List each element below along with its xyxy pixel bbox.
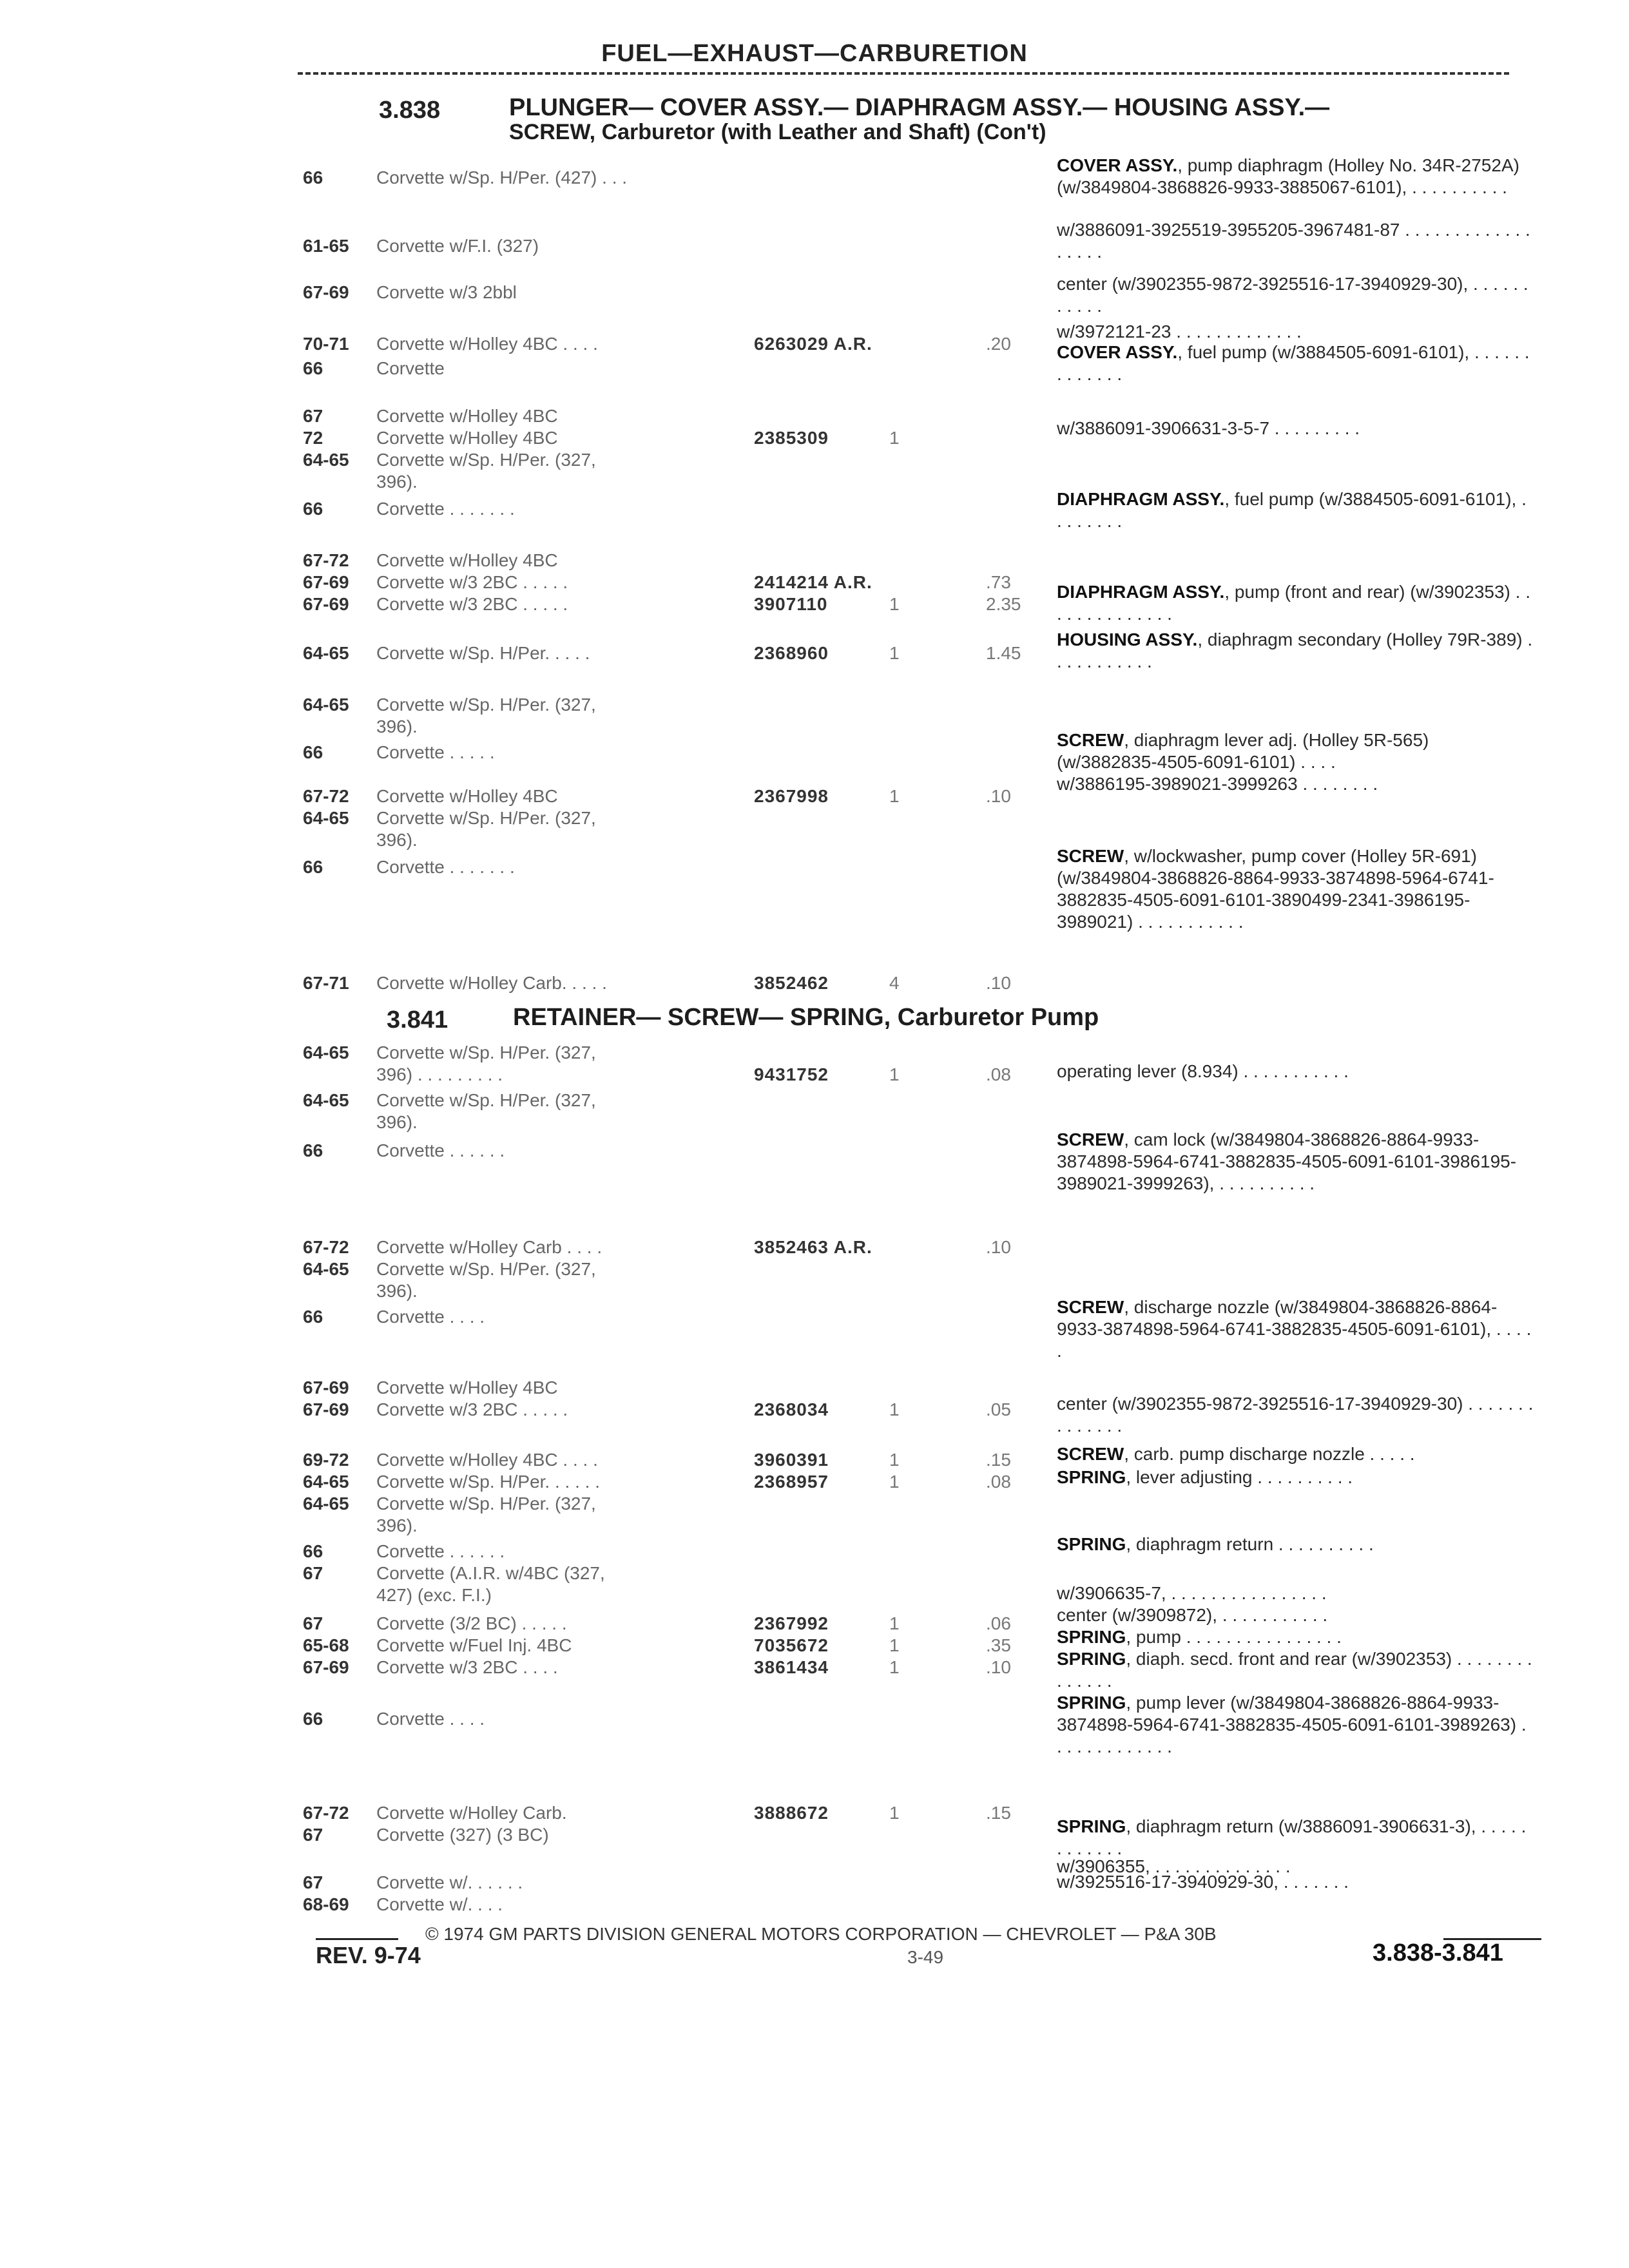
application-cell: Corvette . . . . . xyxy=(376,742,495,762)
part-description xyxy=(1057,1296,1534,1362)
year-cell: 64-65 xyxy=(303,1090,349,1110)
part-description xyxy=(1057,155,1534,198)
price-cell: .08 xyxy=(986,1064,1011,1084)
year-cell: 67-72 xyxy=(303,550,349,570)
application-cell: Corvette . . . . . . . xyxy=(376,499,515,519)
quantity-cell: 1 xyxy=(889,1803,900,1823)
year-cell: 67-72 xyxy=(303,1803,349,1823)
application-cell: Corvette . . . . . . xyxy=(376,1541,505,1561)
part-description xyxy=(1057,1604,1534,1626)
part-description xyxy=(1057,773,1534,795)
part-number-cell: 2414214 A.R. xyxy=(754,572,872,592)
quantity-cell: 1 xyxy=(889,1635,900,1655)
table-row xyxy=(0,642,1057,668)
part-description xyxy=(1057,1626,1534,1648)
price-cell: .10 xyxy=(986,973,1011,993)
year-cell: 67-69 xyxy=(303,594,349,614)
year-cell: 67 xyxy=(303,1825,323,1845)
table-row xyxy=(0,357,1057,383)
part-description xyxy=(1057,1692,1534,1758)
quantity-cell: 1 xyxy=(889,1064,900,1084)
year-cell: 64-65 xyxy=(303,1043,349,1062)
table-row xyxy=(0,1111,1057,1137)
part-number-cell: 2367998 xyxy=(754,786,829,806)
part-detail: , diaph. secd. front and rear (w/3902353) . . . . . . . . . . . . . . xyxy=(1057,1649,1532,1691)
year-cell: 67-69 xyxy=(303,282,349,302)
part-number-cell: 2368960 xyxy=(754,643,829,663)
header-rule xyxy=(298,72,1509,75)
application-cell: Corvette . . . . . . xyxy=(376,1140,505,1160)
application-cell: 427) (exc. F.I.) xyxy=(376,1585,492,1605)
application-cell: Corvette w/Sp. H/Per. (427) . . . xyxy=(376,168,628,187)
price-cell: .35 xyxy=(986,1635,1011,1655)
part-detail: , diaphragm return (w/3886091-3906631-3), . . . . . . . . . . . . xyxy=(1057,1816,1527,1858)
part-name: SCREW xyxy=(1057,1297,1124,1317)
part-detail: , diaphragm lever adj. (Holley 5R-565) (w/3882835-4505-6091-6101) . . . . xyxy=(1057,730,1429,772)
year-cell: 66 xyxy=(303,499,323,519)
year-cell: 67-69 xyxy=(303,1399,349,1419)
part-description xyxy=(1057,341,1534,385)
year-cell: 67-72 xyxy=(303,1237,349,1257)
year-cell: 64-65 xyxy=(303,1259,349,1279)
table-row xyxy=(0,1823,1057,1849)
footer-rule xyxy=(316,1938,398,1940)
price-cell: .15 xyxy=(986,1450,1011,1470)
application-cell: Corvette w/3 2BC . . . . . xyxy=(376,594,568,614)
table-row xyxy=(0,1514,1057,1540)
table-row xyxy=(0,1707,1057,1733)
section-title: PLUNGER— COVER ASSY.— DIAPHRAGM ASSY.— HOUSING ASSY.— xyxy=(509,94,1330,121)
application-cell: Corvette . . . . . . . xyxy=(376,857,515,877)
part-detail: , w/lockwasher, pump cover (Holley 5R-691) (w/3849804-3868826-8864-9933-3874898-5964-6741-3882835-4505-6091-6101-3890499-2341-3986195-3989021) . . . . . . . . . . . xyxy=(1057,846,1494,932)
part-detail: w/3886091-3906631-3-5-7 . . . . . . . . . xyxy=(1057,418,1360,438)
part-number-cell: 3852462 xyxy=(754,973,829,993)
part-name: DIAPHRAGM ASSY. xyxy=(1057,489,1225,509)
part-description xyxy=(1057,273,1534,317)
table-row xyxy=(0,1656,1057,1682)
application-cell: Corvette w/Sp. H/Per. (327, xyxy=(376,808,596,828)
year-cell: 66 xyxy=(303,1307,323,1327)
price-cell: .08 xyxy=(986,1472,1011,1492)
part-number-cell: 3907110 xyxy=(754,594,828,614)
part-detail: , fuel pump (w/3884505-6091-6101), . . . . . . . . . . . . . xyxy=(1057,342,1530,384)
table-row xyxy=(0,281,1057,307)
year-cell: 64-65 xyxy=(303,808,349,828)
year-cell: 69-72 xyxy=(303,1450,349,1470)
price-cell: .10 xyxy=(986,1237,1011,1257)
table-row xyxy=(0,235,1057,260)
part-name: SPRING xyxy=(1057,1627,1126,1647)
part-number-cell: 2368034 xyxy=(754,1399,829,1419)
section-subtitle: SCREW, Carburetor (with Leather and Shaft) (Con't) xyxy=(509,120,1046,144)
part-description xyxy=(1057,729,1534,773)
application-cell: Corvette w/Sp. H/Per. (327, xyxy=(376,1494,596,1514)
table-row xyxy=(0,972,1057,997)
year-cell: 67-69 xyxy=(303,572,349,592)
table-row xyxy=(0,497,1057,523)
application-cell: Corvette . . . . xyxy=(376,1307,485,1327)
part-name: DIAPHRAGM ASSY. xyxy=(1057,582,1225,602)
part-detail: , carb. pump discharge nozzle . . . . . xyxy=(1124,1444,1415,1464)
part-description xyxy=(1057,1443,1534,1465)
quantity-cell: 1 xyxy=(889,1450,900,1470)
year-cell: 65-68 xyxy=(303,1635,349,1655)
part-number-cell: 3852463 A.R. xyxy=(754,1237,872,1257)
part-name: COVER ASSY. xyxy=(1057,342,1178,362)
year-cell: 67-69 xyxy=(303,1378,349,1398)
application-cell: Corvette xyxy=(376,358,445,378)
part-number-cell: 2385309 xyxy=(754,428,829,448)
part-description xyxy=(1057,219,1534,263)
quantity-cell: 1 xyxy=(889,643,900,663)
part-description xyxy=(1057,418,1534,439)
page-number: 3-49 xyxy=(907,1947,944,1967)
part-name: SPRING xyxy=(1057,1534,1126,1554)
quantity-cell: 1 xyxy=(889,1399,900,1419)
part-detail: w/3972121-23 . . . . . . . . . . . . . xyxy=(1057,322,1302,341)
year-cell: 64-65 xyxy=(303,1494,349,1514)
part-name: SPRING xyxy=(1057,1693,1126,1713)
part-number-cell: 3960391 xyxy=(754,1450,829,1470)
part-detail: , pump (front and rear) (w/3902353) . . . . . . . . . . . . . . xyxy=(1057,582,1531,624)
part-name: SPRING xyxy=(1057,1467,1126,1487)
part-detail: center (w/3902355-9872-3925516-17-3940929-30), . . . . . . . . . . . xyxy=(1057,274,1528,316)
application-cell: Corvette w/Holley 4BC . . . . xyxy=(376,1450,598,1470)
part-description xyxy=(1057,1129,1534,1195)
application-cell: Corvette w/Sp. H/Per. (327, xyxy=(376,1090,596,1110)
quantity-cell: 1 xyxy=(889,1613,900,1633)
revision-label: REV. 9-74 xyxy=(316,1942,421,1968)
part-number-cell: 6263029 A.R. xyxy=(754,334,872,354)
part-number-cell: 3861434 xyxy=(754,1657,829,1677)
part-detail: center (w/3909872), . . . . . . . . . . . xyxy=(1057,1605,1328,1625)
quantity-cell: 1 xyxy=(889,786,900,806)
table-row xyxy=(0,829,1057,854)
year-cell: 67 xyxy=(303,406,323,426)
part-name: COVER ASSY. xyxy=(1057,155,1178,175)
part-description xyxy=(1057,1648,1534,1692)
application-cell: 396). xyxy=(376,1515,418,1535)
application-cell: Corvette w/Sp. H/Per. (327, xyxy=(376,695,596,715)
application-cell: Corvette w/Holley Carb. . . . . xyxy=(376,973,607,993)
quantity-cell: 1 xyxy=(889,1472,900,1492)
application-cell: 396). xyxy=(376,830,418,850)
part-name: HOUSING ASSY. xyxy=(1057,629,1198,649)
part-detail: center (w/3902355-9872-3925516-17-3940929-30) . . . . . . . . . . . . . . xyxy=(1057,1394,1534,1436)
part-description xyxy=(1057,488,1534,532)
part-name: SCREW xyxy=(1057,730,1124,750)
application-cell: Corvette (A.I.R. w/4BC (327, xyxy=(376,1563,605,1583)
price-cell: 1.45 xyxy=(986,643,1021,663)
year-cell: 66 xyxy=(303,857,323,877)
application-cell: Corvette w/3 2BC . . . . . xyxy=(376,572,568,592)
part-detail: operating lever (8.934) . . . . . . . . . . . xyxy=(1057,1061,1349,1081)
application-cell: Corvette w/Holley Carb. xyxy=(376,1803,567,1823)
part-description xyxy=(1057,1871,1534,1893)
part-detail: , diaphragm secondary (Holley 79R-389) . . . . . . . . . . . xyxy=(1057,629,1533,671)
price-cell: 2.35 xyxy=(986,594,1021,614)
application-cell: Corvette w/Holley 4BC xyxy=(376,786,558,806)
application-cell: Corvette w/3 2BC . . . . xyxy=(376,1657,558,1677)
year-cell: 67-69 xyxy=(303,1657,349,1677)
table-row xyxy=(0,593,1057,619)
part-detail: , fuel pump (w/3884505-6091-6101), . . . . . . . . xyxy=(1057,489,1527,531)
table-row xyxy=(0,715,1057,741)
year-cell: 68-69 xyxy=(303,1894,349,1914)
application-cell: 396) . . . . . . . . . xyxy=(376,1064,503,1084)
part-description xyxy=(1057,321,1534,343)
year-cell: 67 xyxy=(303,1563,323,1583)
application-cell: Corvette w/. . . . . . xyxy=(376,1872,523,1892)
part-detail: , pump . . . . . . . . . . . . . . . . xyxy=(1126,1627,1342,1647)
part-description xyxy=(1057,1816,1534,1860)
part-number-cell: 3888672 xyxy=(754,1803,829,1823)
year-cell: 67 xyxy=(303,1613,323,1633)
year-cell: 66 xyxy=(303,742,323,762)
application-cell: Corvette w/Sp. H/Per. . . . . xyxy=(376,643,590,663)
year-cell: 70-71 xyxy=(303,334,349,354)
year-cell: 64-65 xyxy=(303,450,349,470)
part-detail: w/3906635-7, . . . . . . . . . . . . . . . . xyxy=(1057,1583,1327,1603)
part-description xyxy=(1057,1466,1534,1488)
part-number-cell: 7035672 xyxy=(754,1635,829,1655)
application-cell: Corvette w/F.I. (327) xyxy=(376,236,539,256)
part-detail: w/3886195-3989021-3999263 . . . . . . . . xyxy=(1057,774,1378,794)
table-row xyxy=(0,166,1057,192)
section-number: 3.841 xyxy=(387,1006,448,1033)
quantity-cell: 1 xyxy=(889,1657,900,1677)
year-cell: 67-71 xyxy=(303,973,349,993)
quantity-cell: 4 xyxy=(889,973,900,993)
price-cell: .15 xyxy=(986,1803,1011,1823)
application-cell: Corvette w/Holley 4BC xyxy=(376,550,558,570)
year-cell: 64-65 xyxy=(303,1472,349,1492)
section-title: RETAINER— SCREW— SPRING, Carburetor Pump xyxy=(513,1004,1099,1031)
application-cell: Corvette w/3 2bbl xyxy=(376,282,517,302)
year-cell: 66 xyxy=(303,168,323,187)
part-name: SCREW xyxy=(1057,846,1124,866)
part-detail: , lever adjusting . . . . . . . . . . xyxy=(1126,1467,1353,1487)
quantity-cell: 1 xyxy=(889,428,900,448)
table-row xyxy=(0,1584,1057,1610)
part-detail: w/3925516-17-3940929-30, . . . . . . . xyxy=(1057,1872,1349,1892)
part-description xyxy=(1057,1393,1534,1437)
year-cell: 67 xyxy=(303,1872,323,1892)
part-name: SCREW xyxy=(1057,1129,1124,1149)
year-cell: 66 xyxy=(303,1541,323,1561)
table-row xyxy=(0,1398,1057,1424)
part-description xyxy=(1057,629,1534,673)
table-row xyxy=(0,1280,1057,1305)
table-row xyxy=(0,470,1057,496)
price-cell: .10 xyxy=(986,786,1011,806)
page-header: FUEL—EXHAUST—CARBURETION xyxy=(601,40,1028,67)
application-cell: Corvette (327) (3 BC) xyxy=(376,1825,549,1845)
part-description xyxy=(1057,581,1534,625)
part-description xyxy=(1057,1061,1534,1082)
table-row xyxy=(0,1893,1057,1919)
year-cell: 64-65 xyxy=(303,695,349,715)
application-cell: Corvette w/Fuel Inj. 4BC xyxy=(376,1635,572,1655)
application-cell: Corvette w/3 2BC . . . . . xyxy=(376,1399,568,1419)
section-range: 3.838-3.841 xyxy=(1373,1939,1503,1966)
year-cell: 61-65 xyxy=(303,236,349,256)
part-description xyxy=(1057,1582,1534,1604)
table-row xyxy=(0,741,1057,767)
copyright-line: © 1974 GM PARTS DIVISION GENERAL MOTORS CORPORATION — CHEVROLET — P&A 30B xyxy=(425,1924,1217,1944)
part-detail: , discharge nozzle (w/3849804-3868826-8864-9933-3874898-5964-6741-3882835-4505-6091-6101), . . . . . xyxy=(1057,1297,1532,1361)
part-detail: , pump lever (w/3849804-3868826-8864-9933-3874898-5964-6741-3882835-4505-6091-6101-3989263) . . . . . . . . . . . . . xyxy=(1057,1693,1527,1756)
table-row xyxy=(0,1305,1057,1331)
part-detail: , diaphragm return . . . . . . . . . . xyxy=(1126,1534,1374,1554)
application-cell: Corvette w/Holley 4BC xyxy=(376,428,558,448)
year-cell: 66 xyxy=(303,358,323,378)
year-cell: 72 xyxy=(303,428,323,448)
quantity-cell: 1 xyxy=(889,594,900,614)
price-cell: .20 xyxy=(986,334,1011,354)
part-name: SCREW xyxy=(1057,1444,1124,1464)
table-row xyxy=(0,1139,1057,1165)
application-cell: 396). xyxy=(376,472,418,492)
price-cell: .10 xyxy=(986,1657,1011,1677)
table-row xyxy=(0,1063,1057,1089)
part-name: SPRING xyxy=(1057,1816,1126,1836)
part-detail: w/3886091-3925519-3955205-3967481-87 . . . . . . . . . . . . . . . . . . xyxy=(1057,220,1530,262)
application-cell: Corvette (3/2 BC) . . . . . xyxy=(376,1613,567,1633)
application-cell: Corvette w/Sp. H/Per. (327, xyxy=(376,1043,596,1062)
application-cell: 396). xyxy=(376,1112,418,1132)
part-description xyxy=(1057,845,1534,933)
application-cell: Corvette w/Holley 4BC xyxy=(376,1378,558,1398)
part-detail: , cam lock (w/3849804-3868826-8864-9933-3874898-5964-6741-3882835-4505-6091-6101-3986195-3989021-3999263), . . . . . . . . . . xyxy=(1057,1129,1517,1193)
application-cell: Corvette w/Holley 4BC xyxy=(376,406,558,426)
part-description xyxy=(1057,1533,1534,1555)
application-cell: Corvette w/Sp. H/Per. . . . . . xyxy=(376,1472,601,1492)
application-cell: Corvette w/Holley 4BC . . . . xyxy=(376,334,598,354)
table-row xyxy=(0,856,1057,881)
section-number: 3.838 xyxy=(379,97,441,124)
part-number-cell: 9431752 xyxy=(754,1064,829,1084)
year-cell: 66 xyxy=(303,1709,323,1729)
application-cell: Corvette w/. . . . xyxy=(376,1894,503,1914)
application-cell: 396). xyxy=(376,716,418,736)
application-cell: Corvette w/Holley Carb . . . . xyxy=(376,1237,602,1257)
application-cell: 396). xyxy=(376,1281,418,1301)
price-cell: .05 xyxy=(986,1399,1011,1419)
year-cell: 64-65 xyxy=(303,643,349,663)
price-cell: .73 xyxy=(986,572,1011,592)
application-cell: Corvette w/Sp. H/Per. (327, xyxy=(376,1259,596,1279)
part-detail: , pump diaphragm (Holley No. 34R-2752A) (w/3849804-3868826-9933-3885067-6101), . . . . . . . . . . xyxy=(1057,155,1519,197)
part-number-cell: 2367992 xyxy=(754,1613,829,1633)
part-number-cell: 2368957 xyxy=(754,1472,829,1492)
table-row xyxy=(0,332,1057,358)
price-cell: .06 xyxy=(986,1613,1011,1633)
application-cell: Corvette w/Sp. H/Per. (327, xyxy=(376,450,596,470)
year-cell: 66 xyxy=(303,1140,323,1160)
part-detail: w/3906355, . . . . . . . . . . . . . . xyxy=(1057,1856,1291,1876)
part-name: SPRING xyxy=(1057,1649,1126,1669)
application-cell: Corvette . . . . xyxy=(376,1709,485,1729)
year-cell: 67-72 xyxy=(303,786,349,806)
